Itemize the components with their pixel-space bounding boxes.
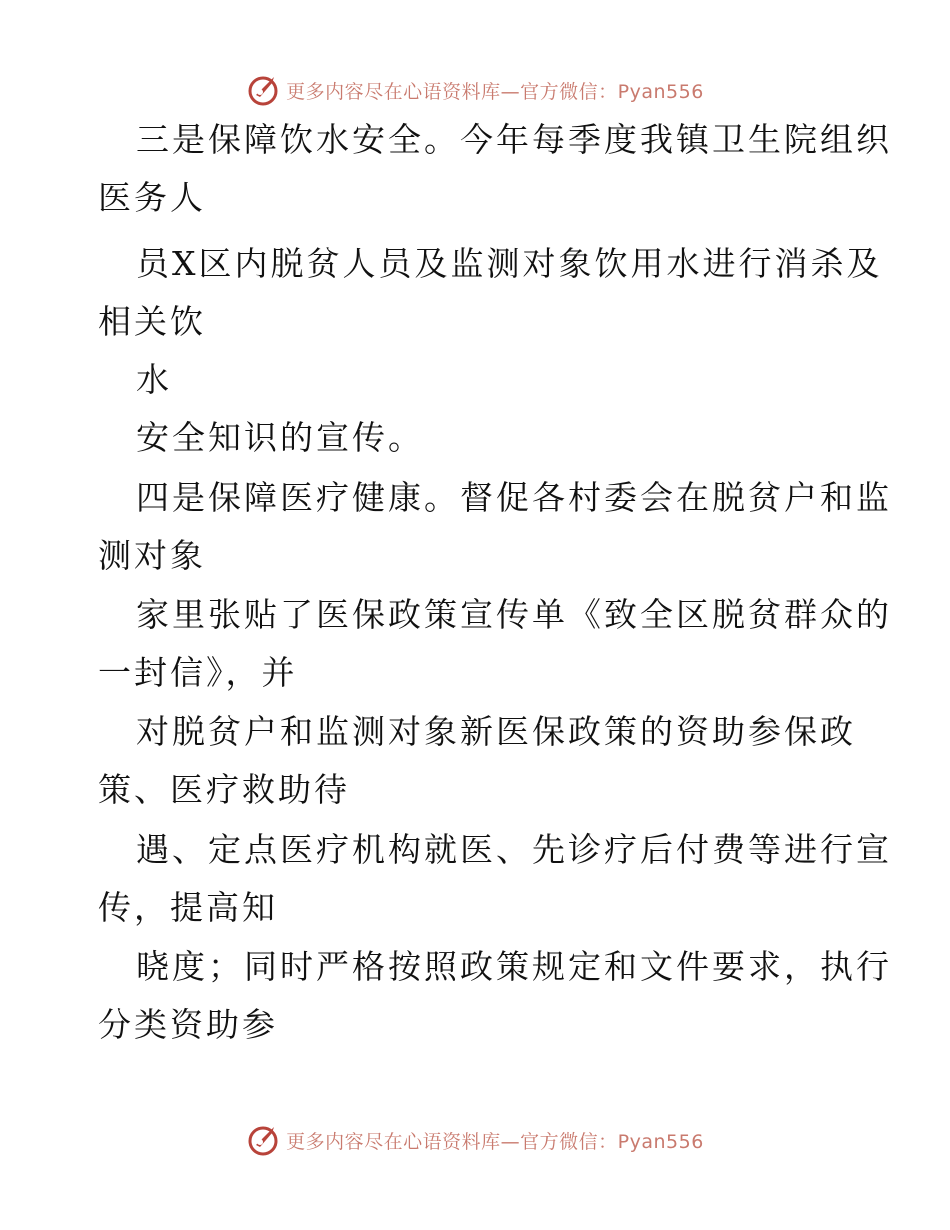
header-watermark <box>0 70 950 110</box>
paragraph-line: 四是保障医疗健康。督促各村委会在脱贫户和监 <box>136 478 892 517</box>
paragraph-line: 分类资助参 <box>98 1005 278 1044</box>
paragraph-line: 相关饮 <box>98 302 206 341</box>
paragraph-line: 员X区内脱贫人员及监测对象饮用水进行消杀及 <box>136 244 883 283</box>
watermark-text: 更多内容尽在心语资料库—官方微信：Pyan556 <box>286 1130 704 1153</box>
paragraph-line: 水 <box>136 360 172 399</box>
paragraph-line: 策、医疗救助待 <box>98 770 350 809</box>
paragraph-line: 测对象 <box>98 536 206 575</box>
paragraph-line: 晓度；同时严格按照政策规定和文件要求，执行 <box>136 947 892 986</box>
paragraph-line: 三是保障饮水安全。今年每季度我镇卫生院组织 <box>136 120 892 159</box>
footer-watermark <box>0 1120 950 1160</box>
paragraph-line: 医务人 <box>98 178 206 217</box>
paragraph-line: 安全知识的宣传。 <box>136 418 424 457</box>
paragraph-line: 对脱贫户和监测对象新医保政策的资助参保政 <box>136 712 856 751</box>
paragraph-line: 遇、定点医疗机构就医、先诊疗后付费等进行宣 <box>136 830 892 869</box>
brand-logo-icon <box>246 1123 280 1157</box>
paragraph-line: 家里张贴了医保政策宣传单《致全区脱贫群众的 <box>136 595 892 634</box>
paragraph-line: 传，提高知 <box>98 888 278 927</box>
paragraph-line: 一封信》，并 <box>98 653 298 692</box>
watermark-text: 更多内容尽在心语资料库—官方微信：Pyan556 <box>286 80 704 103</box>
brand-logo-icon <box>246 73 280 107</box>
